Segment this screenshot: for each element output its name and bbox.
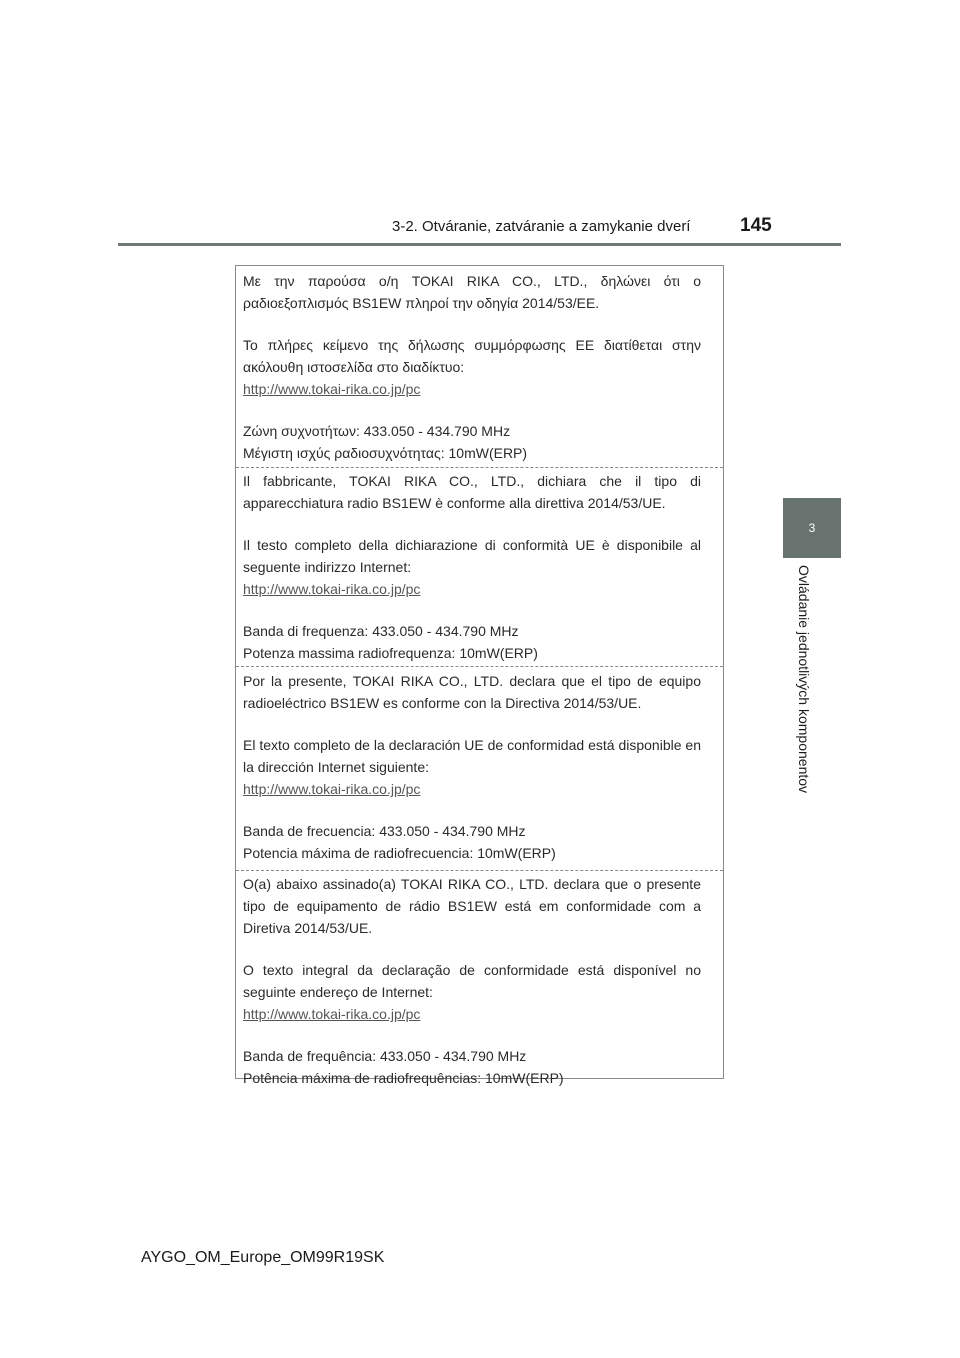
section-divider [236, 870, 723, 871]
section-divider [236, 467, 723, 468]
declaration-availability: Το πλήρες κείμενο της δήλωσης συμμόρφωσης ΕΕ διατίθεται στην ακόλουθη ιστοσελίδα στο διαδίκτυο: [243, 337, 701, 375]
frequency-band: Banda de frecuencia: 433.050 - 434.790 MHz [243, 823, 526, 839]
declaration-statement: Por la presente, TOKAI RIKA CO., LTD. declara que el tipo de equipo radioeléctrico BS1EW es conforme con la Directiva 2014/53/UE. [243, 673, 701, 711]
declaration-portuguese [243, 873, 701, 1089]
max-power: Potencia máxima de radiofrecuencia: 10mW(ERP) [243, 845, 556, 861]
declaration-italian [243, 470, 701, 664]
section-divider [236, 666, 723, 667]
frequency-band: Banda di frequenza: 433.050 - 434.790 MHz [243, 623, 519, 639]
max-power: Μέγιστη ισχύς ραδιοσυχνότητας: 10mW(ERP) [243, 445, 528, 461]
declaration-statement: Il fabbricante, TOKAI RIKA CO., LTD., dichiara che il tipo di apparecchiatura radio BS1EW è conforme alla direttiva 2014/53/UE. [243, 473, 701, 511]
declaration-link[interactable]: http://www.tokai-rika.co.jp/pc [243, 581, 421, 597]
chapter-number: 3 [808, 521, 816, 535]
max-power: Potência máxima de radiofrequências: 10mW(ERP) [243, 1070, 564, 1086]
declaration-link[interactable]: http://www.tokai-rika.co.jp/pc [243, 781, 421, 797]
declaration-statement: Με την παρούσα ο/η TOKAI RIKA CO., LTD., δηλώνει ότι ο ραδιοεξοπλισμός BS1EW πληροί την οδηγία 2014/53/ΕΕ. [243, 273, 701, 311]
declaration-link[interactable]: http://www.tokai-rika.co.jp/pc [243, 381, 421, 397]
declaration-greek [243, 270, 701, 464]
max-power: Potenza massima radiofrequenza: 10mW(ERP) [243, 645, 538, 661]
declaration-link[interactable]: http://www.tokai-rika.co.jp/pc [243, 1006, 421, 1022]
declaration-availability: O texto integral da declaração de conformidade está disponível no seguinte endereço de Internet: [243, 962, 701, 1000]
chapter-title: Ovládanie jednotlivých komponentov [796, 565, 812, 794]
declaration-availability: El texto completo de la declaración UE de conformidad está disponible en la dirección Internet siguiente: [243, 737, 701, 775]
section-title: 3-2. Otváranie, zatváranie a zamykanie dverí [392, 218, 691, 235]
frequency-band: Ζώνη συχνοτήτων: 433.050 - 434.790 MHz [243, 423, 511, 439]
header-divider [118, 243, 841, 246]
document-code: AYGO_OM_Europe_OM99R19SK [141, 1249, 385, 1266]
declaration-availability: Il testo completo della dichiarazione di conformità UE è disponibile al seguente indirizzo Internet: [243, 537, 701, 575]
page-number: 145 [740, 215, 772, 236]
declaration-statement: O(a) abaixo assinado(a) TOKAI RIKA CO., LTD. declara que o presente tipo de equipamento de rádio BS1EW está em conformidade com a Diretiva 2014/53/UE. [243, 876, 701, 936]
frequency-band: Banda de frequência: 433.050 - 434.790 MHz [243, 1048, 527, 1064]
declaration-box [235, 265, 724, 1086]
chapter-tab [783, 498, 841, 558]
declaration-spanish [243, 670, 701, 864]
